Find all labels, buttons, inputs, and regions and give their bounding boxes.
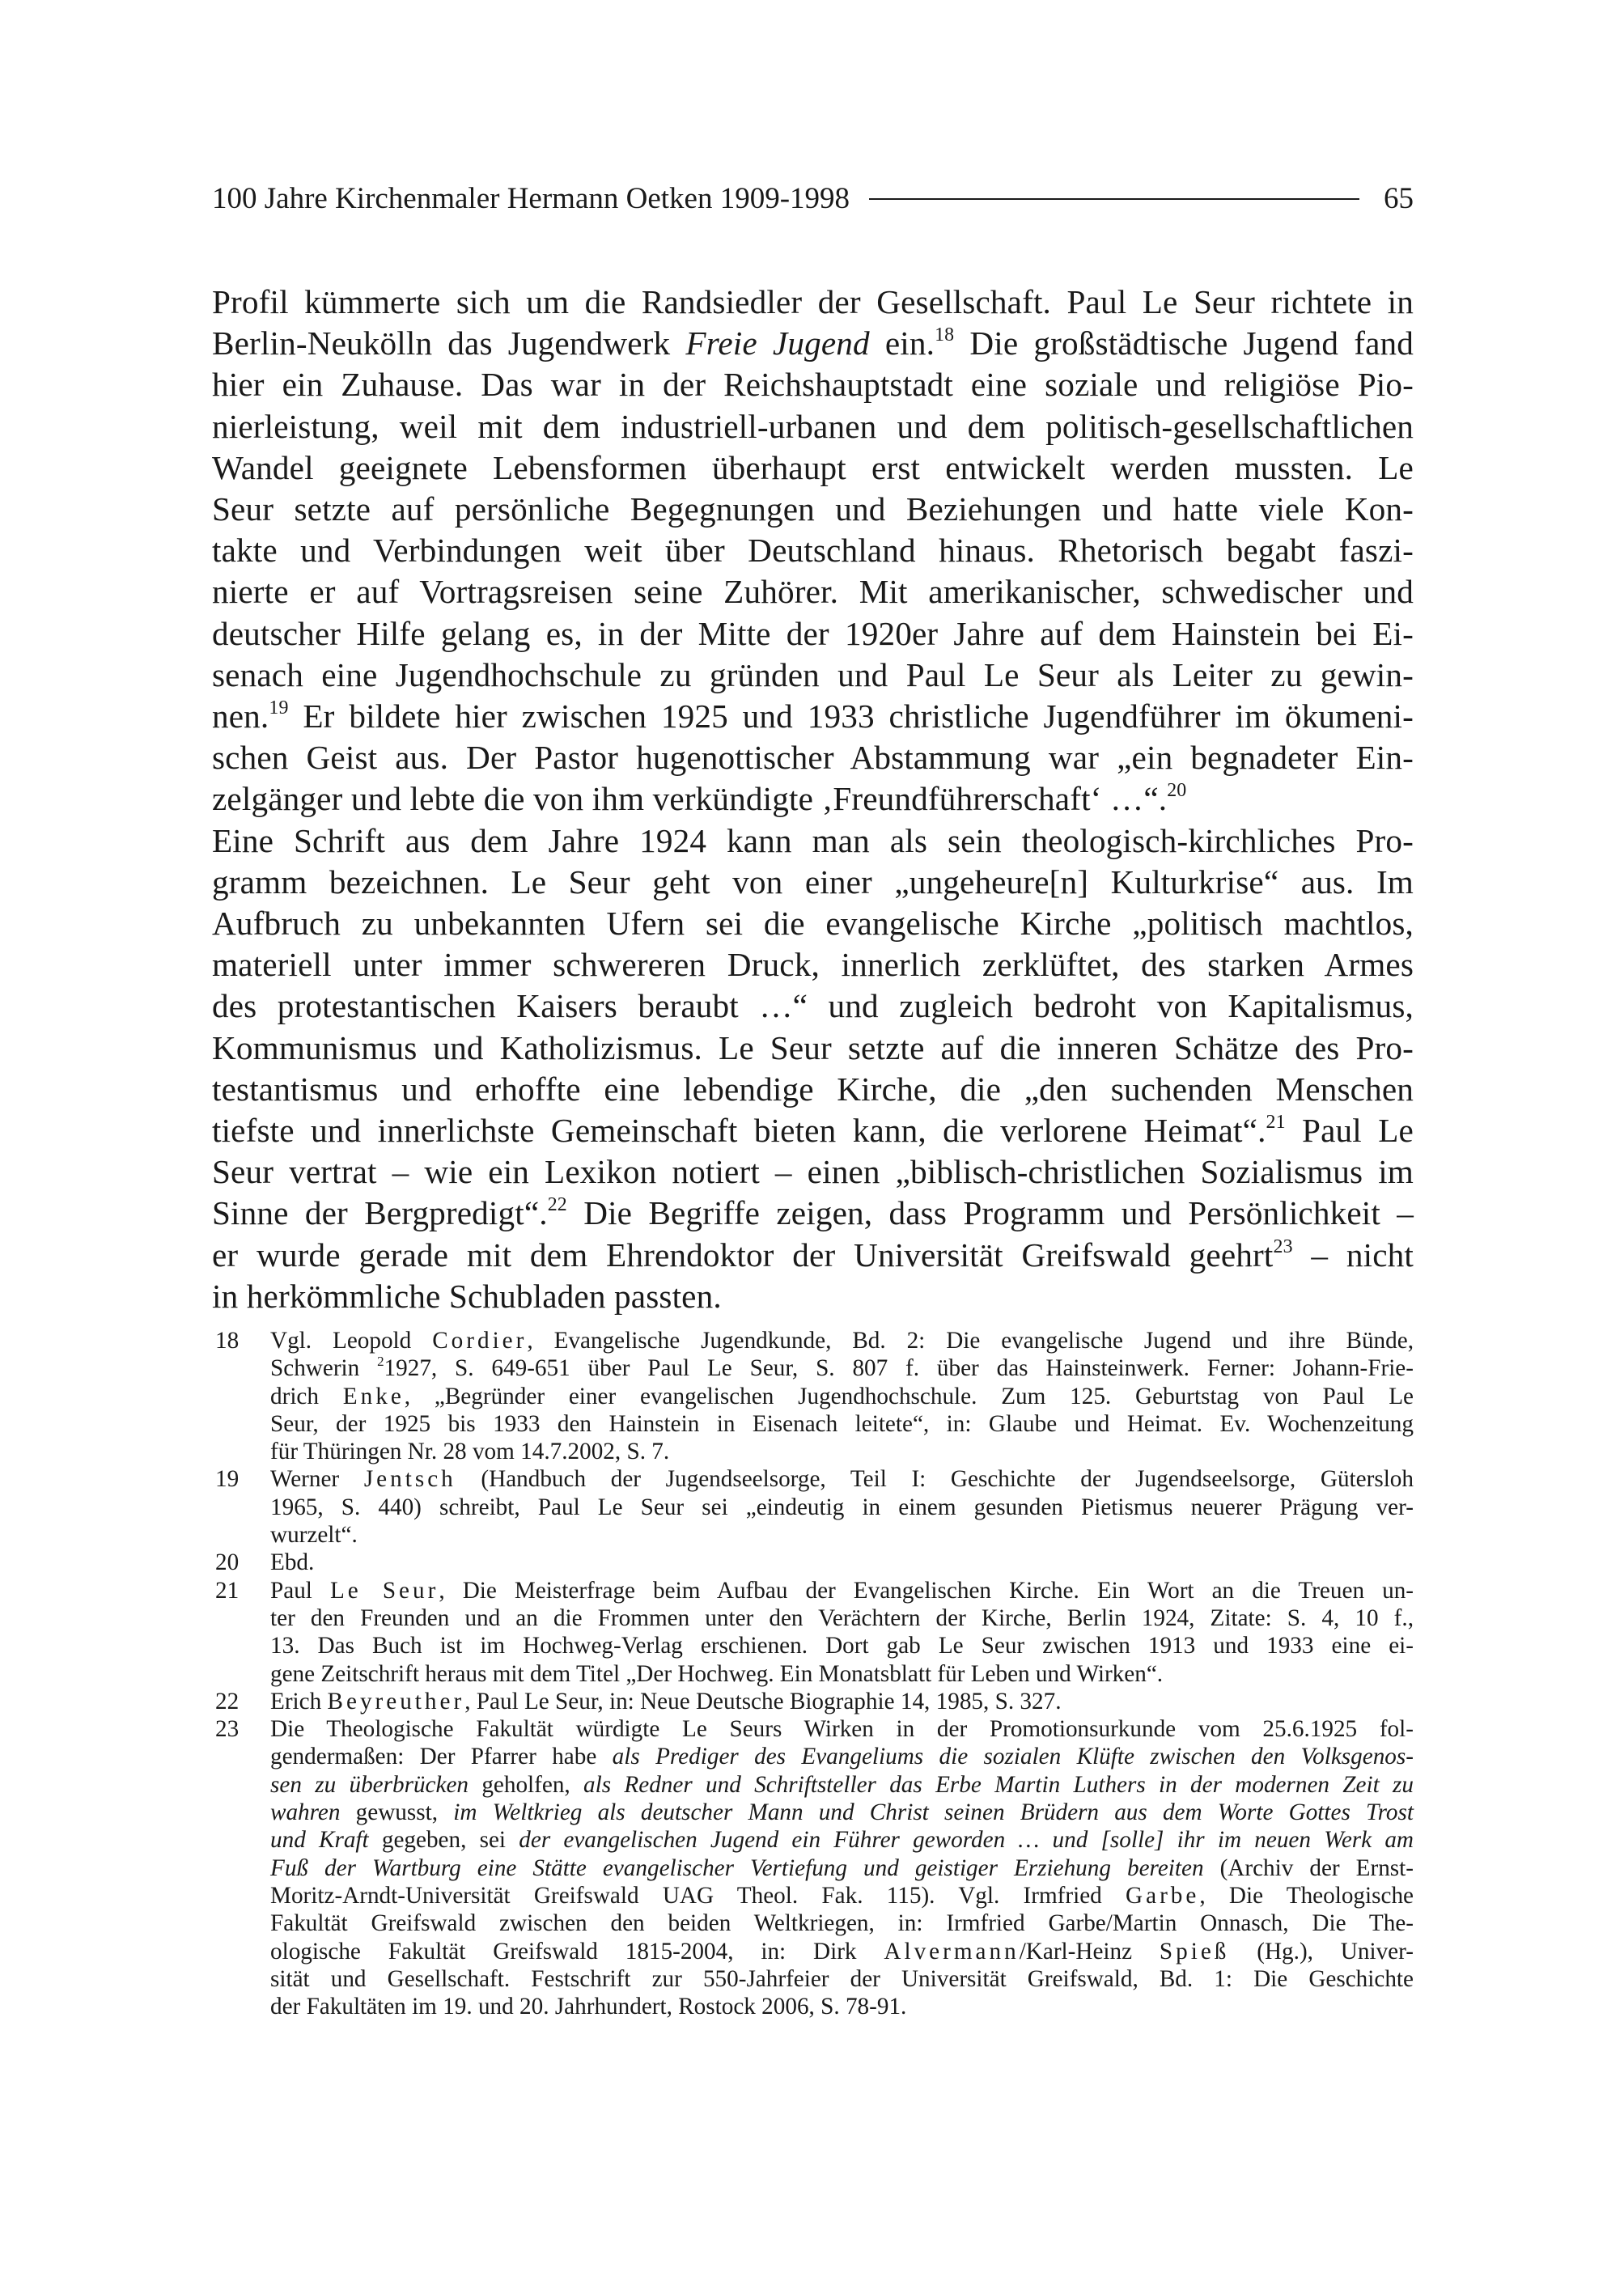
body-line: Eine Schrift aus dem Jahre 1924 kann man als sein theologisch-kirchliches Pro- xyxy=(212,821,1414,859)
italic-text: im Weltkrieg als deutscher Mann und Christ seinen Brüdern aus dem Worte Gottes Trost xyxy=(453,1799,1414,1826)
body-line: nierte er auf Vortragsreisen seine Zuhörer. Mit amerikanischer, schwedischer und xyxy=(212,573,1414,611)
running-head-rule xyxy=(869,198,1359,200)
body-line: takte und Verbindungen weit über Deutschland hinaus. Rhetorisch begabt faszi- xyxy=(212,532,1414,570)
body-line: nen.$^{19}$ Er bildete hier zwischen 1925 und 1933 christliche Jugendführer im ökumeni- xyxy=(212,697,1414,735)
body-line: Profil kümmerte sich um die Randsiedler der Gesellschaft. Paul Le Seur richtete in xyxy=(212,283,1414,320)
footnote-line: Fuß der Wartburg eine Stätte evangelischer Vertiefung und geistiger Erziehung bereiten (Archiv der Ernst- xyxy=(270,1854,1414,1881)
body-line: zelgänger und lebte die von ihm verkündigte ‚Freundführerschaft‘ …“.$^{20}$ xyxy=(212,780,1187,818)
italic-text: und Kraft xyxy=(270,1827,369,1854)
body-line: er wurde gerade mit dem Ehrendoktor der Universität Greifswald geehrt$^{23}$ – nicht xyxy=(212,1236,1414,1274)
footnote-line: Fakultät Greifswald zwischen den beiden Weltkriegen, in: Irmfried Garbe/Martin Onnasch, Die The- xyxy=(270,1910,1414,1937)
author-name: Le Seur xyxy=(329,1577,439,1604)
footnote-line: sen zu überbrücken geholfen, als Redner und Schriftsteller das Erbe Martin Luthers in der modernen Zeit zu xyxy=(270,1771,1414,1798)
footnote-ref: 22 xyxy=(547,1194,567,1216)
footnote-21 xyxy=(212,1577,1414,1688)
body-line: Wandel geeignete Lebensformen überhaupt erst entwickelt werden mussten. Le xyxy=(212,448,1414,486)
running-head xyxy=(212,180,1414,218)
footnote-line: der Fakultäten im 19. und 20. Jahrhundert, Rostock 2006, S. 78-91. xyxy=(270,1994,907,2020)
footnote-line: ter den Freunden und an die Frommen unter den Verächtern der Kirche, Berlin 1924, Zitate: S. 4, 10 f., xyxy=(270,1604,1414,1631)
body-line: Seur setzte auf persönliche Begegnungen und Beziehungen und hatte viele Kon- xyxy=(212,490,1414,528)
italic-text: sen zu überbrücken xyxy=(270,1771,469,1798)
footnote-ref: 18 xyxy=(935,324,955,345)
footnote-ref: 23 xyxy=(1273,1236,1293,1257)
author-name: Cordier xyxy=(432,1328,528,1354)
footnote-line: Paul Le Seur, Die Meisterfrage beim Aufbau der Evangelischen Kirche. Ein Wort an die Treuen un- xyxy=(270,1577,1414,1604)
footnote-22 xyxy=(212,1688,1414,1715)
footnote-line: wurzelt“. xyxy=(270,1522,358,1549)
italic-text: wahren xyxy=(270,1799,341,1826)
footnote-number: 19 xyxy=(215,1466,240,1493)
footnote-20 xyxy=(212,1549,1414,1576)
body-line: Berlin-Neukölln das Jugendwerk Freie Jugend ein.$^{18}$ Die großstädtische Jugend fand xyxy=(212,324,1414,362)
body-line: in herkömmliche Schubladen passten. xyxy=(212,1277,722,1315)
page-number: 65 xyxy=(1384,182,1414,215)
italic-text: als Prediger des Evangeliums die sozialen Klüfte zwischen den Volksgenos- xyxy=(612,1744,1414,1770)
author-name: Spieß xyxy=(1159,1938,1230,1965)
footnote-19 xyxy=(212,1465,1414,1549)
footnote-line: gendermaßen: Der Pfarrer habe als Prediger des Evangeliums die sozialen Klüfte zwischen den Volksgenos- xyxy=(270,1744,1414,1770)
footnote-number: 18 xyxy=(215,1328,240,1354)
footnote-line: Werner Jentsch (Handbuch der Jugendseelsorge, Teil I: Geschichte der Jugendseelsorge, Gütersloh xyxy=(270,1466,1414,1493)
body-line: hier ein Zuhause. Das war in der Reichshauptstadt eine soziale und religiöse Pio- xyxy=(212,366,1414,404)
footnote-ref: 21 xyxy=(1266,1111,1286,1133)
author-name: Enke xyxy=(342,1383,405,1409)
body-line: deutscher Hilfe gelang es, in der Mitte der 1920er Jahre auf dem Hainstein bei Ei- xyxy=(212,614,1414,652)
footnote-line: für Thüringen Nr. 28 vom 14.7.2002, S. 7. xyxy=(270,1439,670,1465)
footnote-number: 20 xyxy=(215,1549,240,1576)
footnote-number: 23 xyxy=(215,1716,240,1743)
body-line: Aufbruch zu unbekannten Ufern sei die evangelische Kirche „politisch machtlos, xyxy=(212,905,1414,943)
author-name: Beyreuther xyxy=(327,1688,465,1714)
footnote-line: Erich Beyreuther, Paul Le Seur, in: Neue Deutsche Biographie 14, 1985, S. 327. xyxy=(270,1688,1062,1714)
footnote-18 xyxy=(212,1327,1414,1465)
footnote-line: Moritz-Arndt-Universität Greifswald UAG Theol. Fak. 115). Vgl. Irmfried Garbe, Die Theologische xyxy=(270,1882,1414,1909)
body-line: materiell unter immer schwereren Druck, innerlich zerklüftet, des starken Armes xyxy=(212,946,1414,984)
body-line: gramm bezeichnen. Le Seur geht von einer „ungeheure[n] Kulturkrise“ aus. Im xyxy=(212,863,1414,901)
author-name: Garbe xyxy=(1126,1882,1200,1909)
footnote-line: drich Enke, „Begründer einer evangelischen Jugendhochschule. Zum 125. Geburtstag von Paul Le xyxy=(270,1383,1414,1409)
body-line: testantismus und erhoffte eine lebendige Kirche, die „den suchenden Menschen xyxy=(212,1070,1414,1108)
italic-text: Freie Jugend xyxy=(685,324,870,362)
body-line: schen Geist aus. Der Pastor hugenottischer Abstammung war „ein begnadeter Ein- xyxy=(212,739,1414,777)
body-line: senach eine Jugendhochschule zu gründen und Paul Le Seur als Leiter zu gewin- xyxy=(212,655,1414,693)
running-head-title: 100 Jahre Kirchenmaler Hermann Oetken 1909-1998 xyxy=(212,182,850,215)
footnote-line: Vgl. Leopold Cordier, Evangelische Jugendkunde, Bd. 2: Die evangelische Jugend und ihre Bünde, xyxy=(270,1328,1414,1354)
body-line: des protestantischen Kaisers beraubt …“ und zugleich bedroht von Kapitalismus, xyxy=(212,987,1414,1025)
footnote-line: Die Theologische Fakultät würdigte Le Seurs Wirken in der Promotionsurkunde vom 25.6.1925 fol- xyxy=(270,1716,1414,1743)
italic-text: Fuß der Wartburg eine Stätte evangelischer Vertiefung und geistiger Erziehung bereiten xyxy=(270,1854,1204,1881)
author-name: Jentsch xyxy=(363,1466,456,1493)
footnote-ref: 20 xyxy=(1167,780,1187,802)
body-line: Seur vertrat – wie ein Lexikon notiert – einen „biblisch-christlichen Sozialismus im xyxy=(212,1153,1414,1191)
body-line: tiefste und innerlichste Gemeinschaft bieten kann, die verlorene Heimat“.$^{21}$ Paul Le xyxy=(212,1111,1414,1150)
footnote-line: 1965, S. 440) schreibt, Paul Le Seur sei „eindeutig in einem gesunden Pietismus neuerer Prägung ver- xyxy=(270,1494,1414,1520)
footnote-line: gene Zeitschrift heraus mit dem Titel „Der Hochweg. Ein Monatsblatt für Leben und Wirken“. xyxy=(270,1660,1164,1687)
footnote-line: 13. Das Buch ist im Hochweg-Verlag erschienen. Dort gab Le Seur zwischen 1913 und 1933 eine ei- xyxy=(270,1633,1414,1659)
footnote-number: 21 xyxy=(215,1577,240,1604)
body-line: Sinne der Bergpredigt“.$^{22}$ Die Begriffe zeigen, dass Programm und Persönlichkeit – xyxy=(212,1194,1414,1232)
footnote-line: Seur, der 1925 bis 1933 den Hainstein in Eisenach leitete“, in: Glaube und Heimat. Ev. Wochenzeitung xyxy=(270,1410,1414,1437)
footnote-line: wahren gewusst, im Weltkrieg als deutscher Mann und Christ seinen Brüdern aus dem Worte Gottes Trost xyxy=(270,1799,1414,1826)
footnote-ref: 2 xyxy=(377,1354,384,1370)
author-name: Alvermann xyxy=(884,1938,1020,1965)
footnote-23 xyxy=(212,1715,1414,2020)
footnote-ref: 19 xyxy=(269,697,289,718)
italic-text: der evangelischen Jugend ein Führer geworden … und [solle] ihr im neuen Werk am xyxy=(519,1827,1414,1854)
footnote-line: und Kraft gegeben, sei der evangelischen Jugend ein Führer geworden … und [solle] ihr im neuen Werk am xyxy=(270,1827,1414,1854)
italic-text: als Redner und Schriftsteller das Erbe Martin Luthers in der modernen Zeit zu xyxy=(583,1771,1414,1798)
body-line: nierleistung, weil mit dem industriell-urbanen und dem politisch-gesellschaftlichen xyxy=(212,407,1414,445)
footnote-number: 22 xyxy=(215,1688,240,1714)
footnote-line: Schwerin $^2$1927, S. 649-651 über Paul Le Seur, S. 807 f. über das Hainsteinwerk. Ferner: Johann-Frie- xyxy=(270,1354,1414,1382)
footnote-line: sität und Gesellschaft. Festschrift zur 550-Jahrfeier der Universität Greifswald, Bd. 1: Die Geschichte xyxy=(270,1965,1414,1992)
footnotes xyxy=(212,1327,1414,2020)
footnote-line: Ebd. xyxy=(270,1549,315,1576)
main-text xyxy=(212,282,1414,1317)
body-line: Kommunismus und Katholizismus. Le Seur setzte auf die inneren Schätze des Pro- xyxy=(212,1028,1414,1066)
footnote-line: ologische Fakultät Greifswald 1815-2004, in: Dirk Alvermann/Karl-Heinz Spieß (Hg.), Univer- xyxy=(270,1938,1414,1965)
